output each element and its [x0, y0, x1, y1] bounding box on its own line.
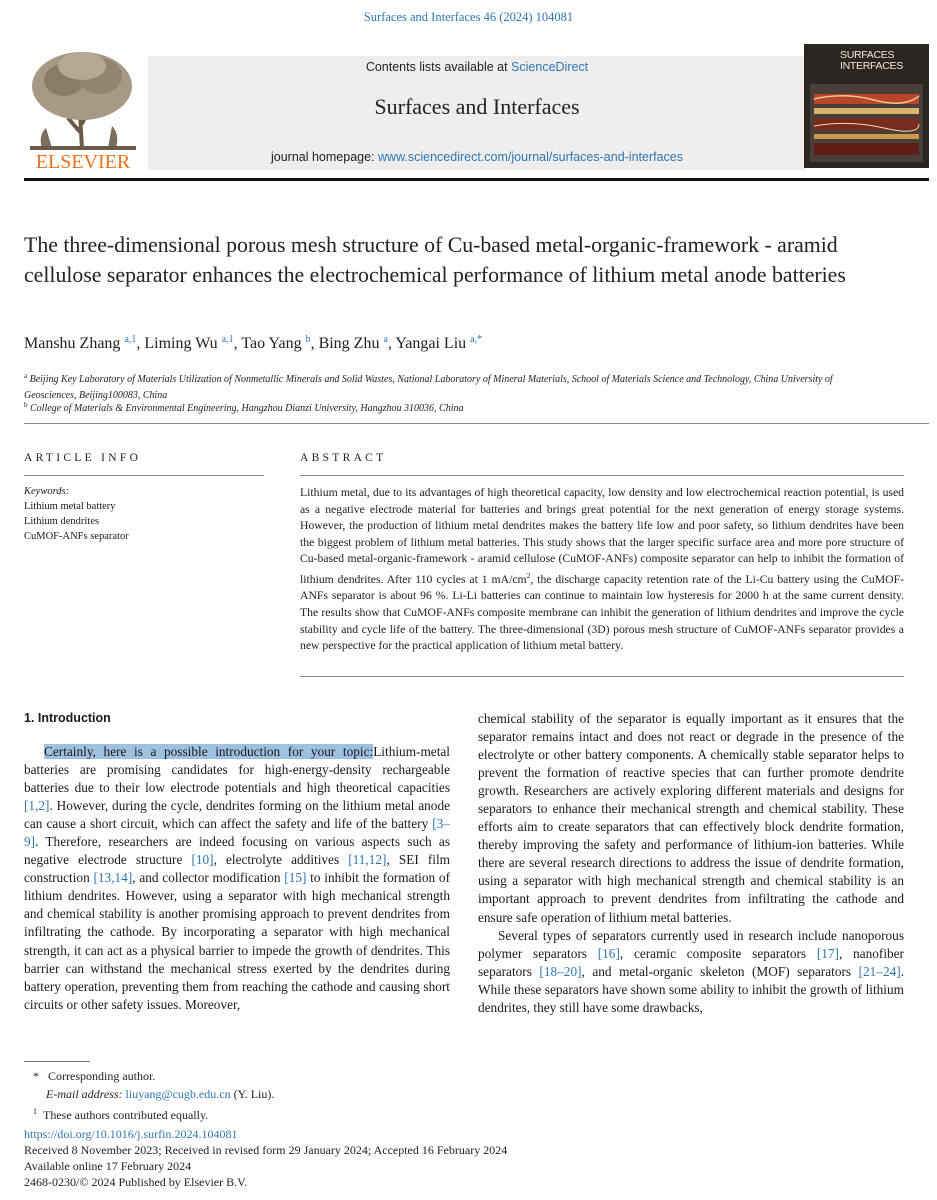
author[interactable]: [24, 335, 144, 352]
author[interactable]: [241, 335, 318, 352]
author-affil-mark[interactable]: a: [383, 334, 388, 345]
abstract-bottom-rule: [300, 676, 904, 677]
email-label: E-mail address:: [46, 1087, 126, 1101]
intro-text: , electrolyte additives: [213, 852, 349, 868]
doi-link[interactable]: https://doi.org/10.1016/j.surfin.2024.104081: [24, 1127, 238, 1141]
intro-text: , SEI film construction: [24, 852, 450, 886]
citation-link[interactable]: [15]: [284, 870, 307, 886]
intro-text: Several types of separators currently used in research include nanoporous polymer separators: [478, 927, 904, 961]
sciencedirect-link[interactable]: ScienceDirect: [511, 60, 589, 74]
journal-citation[interactable]: Surfaces and Interfaces 46 (2024) 104081: [363, 10, 574, 24]
keyword-item[interactable]: Lithium metal battery: [24, 501, 116, 512]
contents-line: [148, 60, 806, 74]
journal-header: [24, 42, 929, 182]
homepage-line: [148, 150, 806, 164]
homepage-prefix: journal homepage:: [270, 150, 379, 164]
author-name[interactable]: Liming Wu: [144, 335, 218, 352]
homepage-link[interactable]: www.sciencedirect.com/journal/surfaces-and-interfaces: [378, 150, 684, 164]
online-date: Available online 17 February 2024: [24, 1159, 192, 1173]
intro-text: . While these separators have shown some ability to inhibit the growth of lithium dendrites, they still have some drawbacks,: [478, 963, 905, 1015]
author-name[interactable]: Yangai Liu: [395, 335, 467, 352]
intro-text: . Therefore, researchers are indeed focusing on various aspects such as negative electrode structure: [24, 834, 450, 868]
author-name[interactable]: Bing Zhu: [318, 335, 380, 352]
author-name[interactable]: Tao Yang: [241, 335, 302, 352]
intro-text: . However, during the cycle, dendrites forming on the lithium metal anode can cause a short circuit, which can affect the safety and life of the battery: [24, 798, 450, 832]
keyword-item[interactable]: CuMOF-ANFs separator: [24, 531, 129, 542]
keywords-label: Keywords:: [24, 486, 70, 497]
citation-link[interactable]: [18–20]: [539, 963, 582, 979]
author-separator: ,: [310, 335, 319, 352]
citation-link[interactable]: [13,14]: [93, 870, 133, 886]
affiliation-text: Beijing Key Laboratory of Materials Utilization of Nonmetallic Minerals and Solid Wastes, National Laboratory of Mineral Materials, School of Materials Science and Technology, China University of Geosciences, Beijing100083, China: [24, 374, 833, 401]
affiliation-text: College of Materials & Environmental Engineering, Hangzhou Dianzi University, Hangzhou 310036, China: [30, 403, 464, 414]
keywords-block: [24, 484, 264, 544]
footnote-text: These authors contributed equally.: [43, 1108, 209, 1122]
highlighted-text[interactable]: Certainly, here is a possible introduction for your topic:: [44, 744, 374, 759]
intro-paragraph: [24, 743, 450, 1014]
citation-link[interactable]: [3–9]: [24, 816, 450, 850]
intro-text: , ceramic composite separators: [619, 945, 817, 961]
intro-text: to inhibit the formation of lithium dendrites. However, using a separator with high mechanical strength and chemical stability is another promising approach to prevent dendrites from infiltrating the cathode. By incorporating a separator with high mechanical strength, it can act as a physical barrier to impede the growth of dendrites. This barrier can withstand the mechanical stress exerted by the dendrites during battery operation, preventing them from reaching the cathode and causing short circuits or other safety issues. Moreover,: [24, 870, 450, 1012]
header-divider: [24, 178, 929, 181]
keyword-item[interactable]: Lithium dendrites: [24, 516, 99, 527]
elsevier-tree-icon: [24, 44, 142, 172]
corresponding-author-note: * Corresponding author.: [24, 1069, 156, 1083]
journal-title[interactable]: Surfaces and Interfaces: [374, 94, 580, 119]
author-affil-mark[interactable]: a,1: [124, 334, 137, 345]
abstract-superscript: 2: [526, 570, 531, 580]
journal-banner: [148, 56, 806, 170]
affiliation-mark: b: [24, 401, 28, 409]
intro-text: Lithium-metal batteries are promising candidates for high-energy-density rechargeable batteries due to their low electrode potentials and high theoretical capacities: [24, 744, 450, 796]
author[interactable]: [319, 335, 396, 352]
copyright-line: 2468-0230/© 2024 Published by Elsevier B.V.: [24, 1175, 248, 1189]
intro-left-column: [24, 743, 450, 1014]
citation-link[interactable]: [17]: [816, 945, 839, 961]
intro-text: , nanofiber separators: [478, 945, 904, 979]
citation-link[interactable]: [1,2]: [24, 798, 50, 814]
affiliation-mark: a: [24, 372, 28, 380]
introduction-heading: 1. Introduction: [24, 711, 111, 725]
received-dates: Received 8 November 2023; Received in revised form 29 January 2024; Accepted 16 February 2024: [24, 1143, 508, 1157]
intro-paragraph: [478, 927, 904, 1017]
intro-paragraph: chemical stability of the separator is equally important as it ensures that the separator remains intact and does not react or degrade in the presence of the electrolyte or other battery components. A chemically stable separator helps to prevent the formation of reactive species that can further promote dendrite growth. Researchers are actively exploring different materials and designs for separators to enhance their mechanical strength and chemical stability. These efforts aim to create separators that can effectively block dendrite formation, thereby improving the safety and performance of lithium-ion batteries. While there are several research directions to address the issue of dendrite formation, using a separator with high mechanical strength and chemical stability is an important approach to prevent dendrites from infiltrating the cathode and ensure safe operation of lithium metal batteries.: [478, 711, 904, 925]
intro-text: , and metal-organic skeleton (MOF) separators: [581, 963, 859, 979]
citation-link[interactable]: [10]: [191, 852, 214, 868]
author-separator: ,: [233, 335, 242, 352]
citation-link[interactable]: [21–24]: [858, 963, 901, 979]
abstract-text: [300, 485, 904, 655]
article-info-heading: ARTICLE INFO: [24, 452, 142, 464]
author[interactable]: [395, 335, 482, 352]
contents-prefix: Contents lists available at: [365, 60, 512, 74]
article-title: The three-dimensional porous mesh structure of Cu-based metal-organic-framework - aramid cellulose separator enhances the electrochemical performance of lithium metal anode batteries: [24, 233, 846, 287]
intro-text: , and collector modification: [132, 870, 285, 886]
elsevier-logo[interactable]: [24, 44, 142, 172]
equal-contribution-note: $^1$ These authors contributed equally.: [33, 1107, 209, 1122]
author[interactable]: [144, 335, 241, 352]
abstract-text-part: , the discharge capacity retention rate of the Li-Cu battery using the CuMOF-ANFs separator is about 96 %. Li-Li batteries can continue to maintain low hysteresis for 2000 h at the same current density. The results show that CuMOF-ANFs composite membrane can inhibit the generation of lithium dendrites and improve the cycle stability and cycle life of the battery. The three-dimensional (3D) porous mesh structure of CuMOF-ANFs separator provides a new perspective for the practical application of lithium metal battery.: [300, 572, 904, 653]
publication-info: [24, 1126, 724, 1190]
elsevier-wordmark: ELSEVIER: [35, 151, 131, 172]
email-link[interactable]: liuyang@cugb.edu.cn: [125, 1087, 231, 1101]
cover-title-line2: INTERFACES: [840, 60, 903, 72]
cover-title: [840, 50, 903, 72]
citation-link[interactable]: [11,12]: [348, 852, 387, 868]
author-separator: ,: [136, 335, 145, 352]
footnote-rule: [24, 1061, 90, 1062]
footnotes: [24, 1067, 524, 1124]
email-suffix: (Y. Liu).: [230, 1087, 275, 1101]
author-affil-mark[interactable]: a,1: [221, 334, 234, 345]
article-info-rule: [24, 475, 264, 476]
journal-cover-image[interactable]: [804, 44, 929, 168]
author-separator: ,: [387, 335, 396, 352]
author-list: [24, 334, 904, 353]
author-name[interactable]: Manshu Zhang: [24, 335, 121, 352]
footnote-text: Corresponding author.: [48, 1069, 156, 1083]
intro-right-column: [478, 710, 904, 1017]
cover-title-line1: SURFACES: [840, 49, 895, 61]
abstract-text-part: Lithium metal, due to its advantages of high theoretical capacity, low density and low electrochemical reaction potential, is used as a negative electrode material for batteries and brings great potential for the next generation of energy storage systems. However, the production of lithium metal dendrites makes the battery life low and poor safety, so lithium dendrites have been the biggest problem of lithium metal batteries. This study shows that the larger specific surface area and more pore structure of Cu-based metal-organic-framework - aramid cellulose (CuMOF-ANFs) composite separator can help to inhibit the formation of lithium dendrites. After 110 cycles at 1 mA/cm: [300, 486, 904, 586]
affiliation-b: [24, 397, 844, 417]
abstract-heading: ABSTRACT: [300, 452, 387, 464]
author-affil-mark[interactable]: b: [305, 334, 311, 345]
author-affil-mark[interactable]: a,*: [470, 334, 483, 345]
divider: [24, 423, 929, 424]
email-note: [24, 1085, 524, 1103]
abstract-rule: [300, 475, 904, 476]
citation-link[interactable]: [16]: [597, 945, 620, 961]
